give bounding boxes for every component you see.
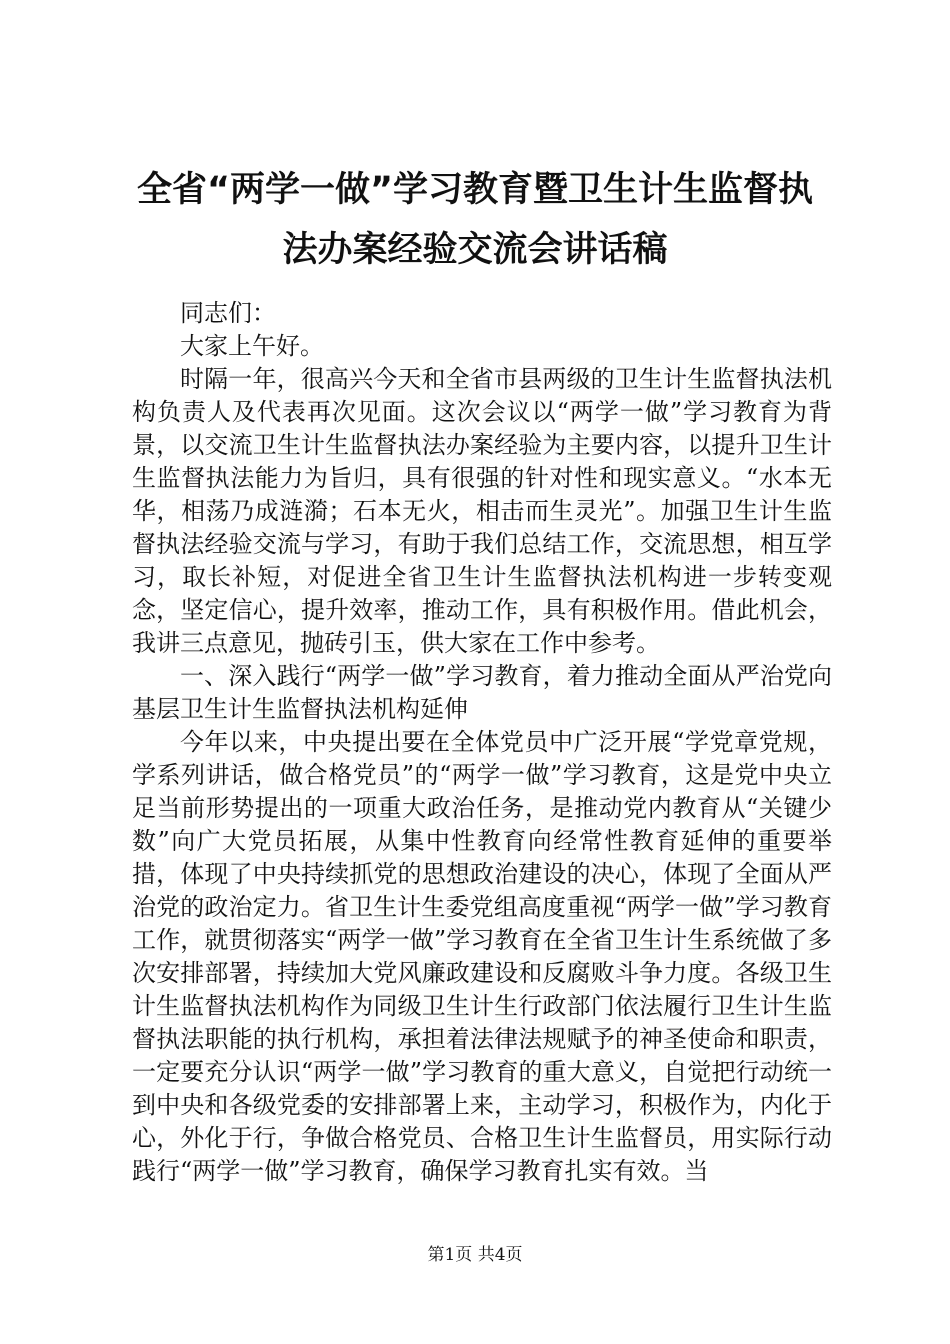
section-heading: 一、深入践行“两学一做”学习教育，着力推动全面从严治党向基层卫生计生监督执法机构延伸 <box>132 662 832 723</box>
title-line-1: 全省“两学一做”学习教育暨卫生计生监督执 <box>136 170 813 210</box>
body-paragraph: 时隔一年，很高兴今天和全省市县两级的卫生计生监督执法机构负责人及代表再次见面。这次会议以“两学一做”学习教育为背景，以交流卫生计生监督执法办案经验为主要内容，以提升卫生计生监督执法能力为旨归，具有很强的针对性和现实意义。“水本无华，相荡乃成涟漪；石本无火，相击而生灵光”。加强卫生计生监督执法经验交流与学习，有助于我们总结工作，交流思想，相互学习，取长补短，对促进全省卫生计生监督执法机构进一步转变观念，坚定信心，提升效率，推动工作，具有积极作用。借此机会，我讲三点意见，抛砖引玉，供大家在工作中参考。 <box>132 365 832 657</box>
salutation: 同志们： <box>180 299 276 327</box>
greeting: 大家上午好。 <box>180 332 324 360</box>
body-paragraph: 今年以来，中央提出要在全体党员中广泛开展“学党章党规，学系列讲话，做合格党员”的“两学一做”学习教育，这是党中央立足当前形势提出的一项重大政治任务，是推动党内教育从“关键少数”向广大党员拓展，从集中性教育向经常性教育延伸的重要举措，体现了中央持续抓党的思想政治建设的决心，体现了全面从严治党的政治定力。省卫生计生委党组高度重视“两学一做”学习教育工作，就贯彻落实“两学一做”学习教育在全省卫生计生系统做了多次安排部署，持续加大党风廉政建设和反腐败斗争力度。各级卫生计生监督执法机构作为同级卫生计生行政部门依法履行卫生计生监督执法职能的执行机构，承担着法律法规赋予的神圣使命和职责，一定要充分认识“两学一做”学习教育的重大意义，自觉把行动统一到中央和各级党委的安排部署上来，主动学习，积极作为，内化于心，外化于行，争做合格党员、合格卫生计生监督员，用实际行动践行“两学一做”学习教育，确保学习教育扎实有效。当 <box>132 728 832 1185</box>
document-title <box>100 160 850 280</box>
title-line-2: 法办案经验交流会讲话稿 <box>282 230 668 270</box>
page-number-footer: 第1页 共4页 <box>427 1245 523 1265</box>
document-body <box>132 297 832 1188</box>
